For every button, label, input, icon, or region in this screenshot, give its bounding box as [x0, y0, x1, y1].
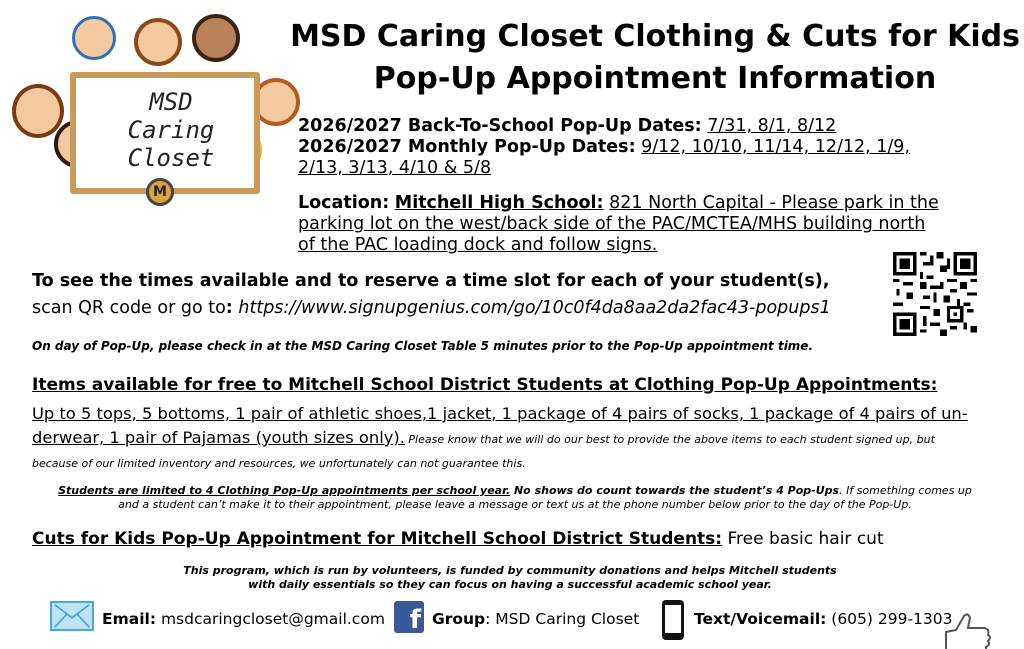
program-line: This program, which is run by volunteers, is funded by community donations and helps Mitchell students: [183, 564, 837, 577]
email-label: Email:: [102, 610, 157, 628]
popup-dates: [298, 116, 948, 179]
location: [298, 193, 988, 256]
signup-url-link[interactable]: https://www.signupgenius.com/go/10c0f4da8aa2da2fac43-popups1: [238, 298, 831, 318]
contact-group: [432, 603, 639, 635]
location-detail: 821 North Capital - Please park in the: [609, 193, 939, 213]
items-list-text: Up to 5 tops, 5 bottoms, 1 pair of athletic shoes,1 jacket, 1 package of 4 pairs of socks, 1 package of 4 pairs of un-: [32, 404, 968, 423]
items-note: Please know that we will do our best to provide the above items to each student signed up, but: [404, 433, 935, 446]
bts-dates-label: 2026/2027 Back-To-School Pop-Up Dates:: [298, 116, 702, 136]
group-name[interactable]: : MSD Caring Closet: [485, 610, 640, 628]
location-place: Mitchell High School:: [394, 193, 604, 213]
items-list-text: derwear, 1 pair of Pajamas (youth sizes only).: [32, 428, 405, 447]
logo-text-line: Closet: [127, 144, 215, 172]
cuts-heading: Cuts for Kids Pop-Up Appointment for Mitchell School District Students:: [32, 529, 723, 549]
location-detail: parking lot on the west/back side of the PAC/MCTEA/MHS building north: [298, 214, 926, 234]
items-list: [32, 402, 992, 476]
kid-illustration: [12, 84, 64, 138]
monthly-dates-value-cont: 2/13, 3/13, 4/10 & 5/8: [298, 158, 492, 178]
thumbs-up-icon: [938, 612, 998, 649]
email-link[interactable]: msdcaringcloset@gmail.com: [156, 610, 385, 628]
program-description: [130, 564, 890, 592]
logo-text: [106, 88, 236, 172]
page-title: [290, 16, 1020, 100]
program-line: with daily essentials so they can focus on having a successful academic school year.: [248, 578, 772, 591]
bts-dates-value: 7/31, 8/1, 8/12: [707, 116, 837, 136]
phone-label: Text/Voicemail:: [694, 610, 827, 628]
checkin-note: On day of Pop-Up, please check in at the MSD Caring Closet Table 5 minutes prior to the Pop-Up appointment time.: [32, 339, 814, 353]
cuts-value: Free basic hair cut: [722, 529, 884, 549]
items-note: because of our limited inventory and resources, we unfortunately can not guarantee this.: [32, 457, 526, 470]
monthly-dates-label: 2026/2027 Monthly Pop-Up Dates:: [298, 137, 636, 157]
qr-code[interactable]: [892, 252, 978, 336]
group-label: Group: [432, 610, 486, 628]
msd-caring-closet-logo: [8, 10, 293, 210]
mitchell-badge: M: [146, 178, 174, 206]
signup-prefix: scan QR code or go to: [32, 298, 226, 318]
facebook-icon: f: [394, 601, 424, 633]
limit-rule: Students are limited to 4 Clothing Pop-Up appointments per school year.: [58, 484, 511, 497]
logo-text-line: MSD: [149, 88, 193, 116]
limit-note: and a student can’t make it to their appointment, please leave a message or text us at the phone number below prior to the day of the Pop-Up.: [118, 498, 912, 511]
items-heading: Items available for free to Mitchell School District Students at Clothing Pop-Up Appointments:: [32, 375, 938, 395]
contact-email: [102, 603, 385, 635]
cuts-for-kids: [32, 529, 884, 549]
logo-board: [70, 72, 260, 194]
appointment-limits: [40, 484, 990, 512]
logo-text-line: Caring: [127, 116, 215, 144]
location-label: Location:: [298, 193, 390, 213]
kid-illustration: [192, 14, 240, 62]
kid-illustration: [72, 16, 116, 60]
signup-colon: :: [225, 298, 233, 318]
phone-number[interactable]: (605) 299-1303: [826, 610, 953, 628]
monthly-dates-value: 9/12, 10/10, 11/14, 12/12, 1/9,: [641, 137, 910, 157]
no-show-rule: No shows do count towards the student’s 4 Pop-Ups: [510, 484, 840, 497]
contact-phone: [694, 603, 953, 635]
location-detail: of the PAC loading dock and follow signs.: [298, 235, 658, 255]
envelope-icon: [50, 601, 94, 631]
signup-instructions: To see the times available and to reserve a time slot for each of your student(s),: [32, 271, 830, 291]
kid-illustration: [134, 18, 182, 66]
title-line-1: MSD Caring Closet Clothing & Cuts for Kids: [290, 19, 1020, 54]
phone-icon: [662, 600, 684, 640]
limit-note: . If something comes up: [839, 484, 972, 497]
signup-link-line: [32, 298, 831, 318]
title-line-2: Pop-Up Appointment Information: [373, 61, 937, 96]
